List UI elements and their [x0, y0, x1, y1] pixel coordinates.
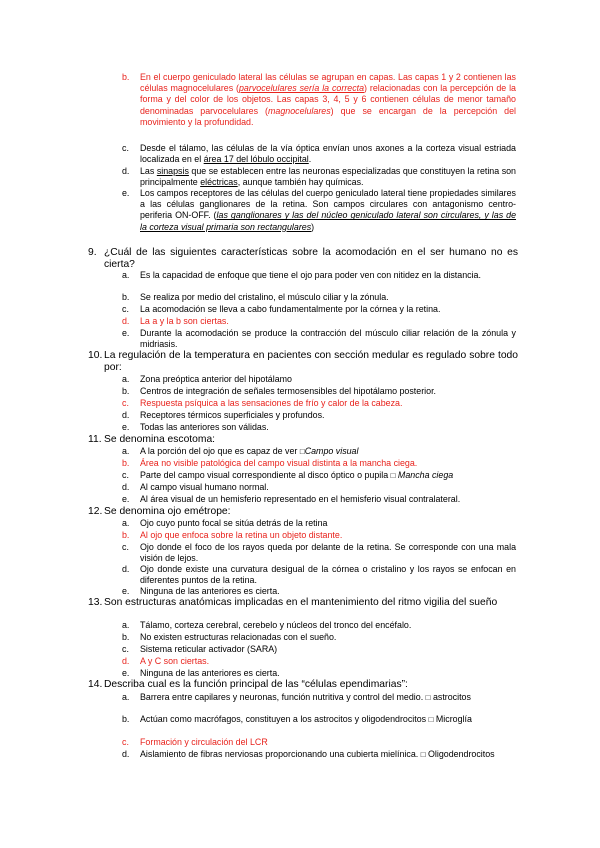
q9-option-b: b. Se realiza por medio del cristalino, el músculo ciliar y la zónula.	[122, 292, 389, 302]
option-text: En el cuerpo geniculado lateral las células se agrupan en capas. Las capas 1 y 2 contienen las células magnocelulares (parvocelulares sería la correcta) relacionadas con la percepción de la forma y del color de los objetos. Las capas 3, 4, 5 y 6 contienen células de menor tamaño denominadas parvocelulares (magnocelulares) que se encargan de la percepción del movimiento y la profundidad.	[140, 72, 516, 127]
q11-option-d: d. Al campo visual humano normal.	[122, 482, 269, 492]
q9-option-d: d. La a y la b son ciertas.	[122, 316, 229, 326]
q14-option-a: a. Barrera entre capilares y neuronas, función nutritiva y control del medio. □ astrocitos	[122, 692, 471, 702]
q9-option-c: c. La acomodación se lleva a cabo fundamentalmente por la córnea y la retina.	[122, 304, 441, 314]
q8-option-e: e. Los campos receptores de las células del cuerpo geniculado lateral tiene propiedades similares a las células ganglionares de la retina. Son campos circulares con antagonismo centro- periferia ON-OFF. (las ganglionares y las del núcleo geniculado lateral son circulares, y las de la corteza visual primaria son rectangulares)	[122, 188, 517, 232]
missing-glyph-box-icon: □	[390, 471, 396, 480]
q12-option-d: d. Ojo donde existe una curvatura desigual de la córnea o cristalino y los rayos se enfocan en diferentes puntos de la retina.	[122, 564, 516, 586]
q10-option-d: d. Receptores térmicos superficiales y profundos.	[122, 410, 325, 420]
q10-option-c: c. Respuesta psíquica a las sensaciones de frío y calor de la cabeza.	[122, 398, 403, 408]
q9-option-e: e. Durante la acomodación se produce la contracción del músculo ciliar relación de la zónula y midriasis.	[122, 328, 516, 350]
q11-option-a: a. A la porción del ojo que es capaz de ver □Campo visual	[122, 446, 359, 456]
q12-option-e: e. Ninguna de las anteriores es cierta.	[122, 586, 280, 596]
q13-option-b: b. No existen estructuras relacionadas con el sueño.	[122, 632, 337, 642]
q10-option-b: b. Centros de integración de señales termosensibles del hipotálamo posterior.	[122, 386, 437, 396]
q14-option-b: b. Actúan como macrófagos, constituyen a los astrocitos y oligodendrocitos □ Microglía	[122, 714, 472, 724]
q8-option-d: d. Las sinapsis que se establecen entre las neuronas especializadas que constituyen la retina son principalmente eléctricas, aunque también hay químicas.	[122, 166, 516, 188]
q14-option-c: c. Formación y circulación del LCR	[122, 737, 268, 747]
q14-option-d: d. Aislamiento de fibras nerviosas proporcionando una cubierta mielínica. □ Oligodendrocitos	[122, 749, 495, 759]
q11-option-b: b. Área no visible patológica del campo visual distinta a la mancha ciega.	[122, 458, 418, 468]
question-12: 12. Se denomina ojo emétrope:	[88, 506, 231, 517]
q8-option-c: c. Desde el tálamo, las células de la vía óptica envían unos axones a la corteza visual estriada localizada en el área 17 del lóbulo occipital.	[122, 143, 516, 165]
q13-option-e: e. Ninguna de las anteriores es cierta.	[122, 668, 280, 678]
missing-glyph-box-icon: □	[425, 693, 431, 702]
q13-option-a: a. Tálamo, corteza cerebral, cerebelo y núcleos del tronco del encéfalo.	[122, 620, 412, 630]
q12-option-b: b. Al ojo que enfoca sobre la retina un objeto distante.	[122, 530, 343, 540]
q12-option-a: a. Ojo cuyo punto focal se sitúa detrás de la retina	[122, 518, 328, 528]
q8-option-b	[122, 72, 516, 128]
option-letter: b.	[122, 72, 130, 82]
q13-option-d: d. A y C son ciertas.	[122, 656, 210, 666]
question-9: 9. ¿Cuál de las siguientes características sobre la acomodación en el ser humano no es cierta?	[88, 247, 518, 270]
q13-option-c: c. Sistema reticular activador (SARA)	[122, 644, 278, 654]
q11-option-e: e. Al área visual de un hemisferio representado en el hemisferio visual contralateral.	[122, 494, 461, 504]
q10-option-e: e. Todas las anteriores son válidas.	[122, 422, 269, 432]
missing-glyph-box-icon: □	[420, 750, 426, 759]
question-10: 10. La regulación de la temperatura en pacientes con sección medular es regulado sobre todo por:	[88, 350, 518, 373]
q9-option-a: a. Es la capacidad de enfoque que tiene el ojo para poder ven con nitidez en la distancia.	[122, 270, 481, 280]
missing-glyph-box-icon: □	[299, 447, 305, 456]
q11-option-c: c. Parte del campo visual correspondiente al disco óptico o pupila □ Mancha ciega	[122, 470, 454, 480]
missing-glyph-box-icon: □	[428, 715, 434, 724]
question-11: 11. Se denomina escotoma:	[88, 434, 216, 445]
question-14: 14. Describa cual es la función principal de las “células ependimarias”:	[88, 679, 408, 690]
q12-option-c: c. Ojo donde el foco de los rayos queda por delante de la retina. Se corresponde con una mala visión de lejos.	[122, 542, 516, 564]
q10-option-a: a. Zona preóptica anterior del hipotálamo	[122, 374, 292, 384]
question-13: 13. Son estructuras anatómicas implicadas en el mantenimiento del ritmo vigilia del sueño	[88, 597, 498, 608]
